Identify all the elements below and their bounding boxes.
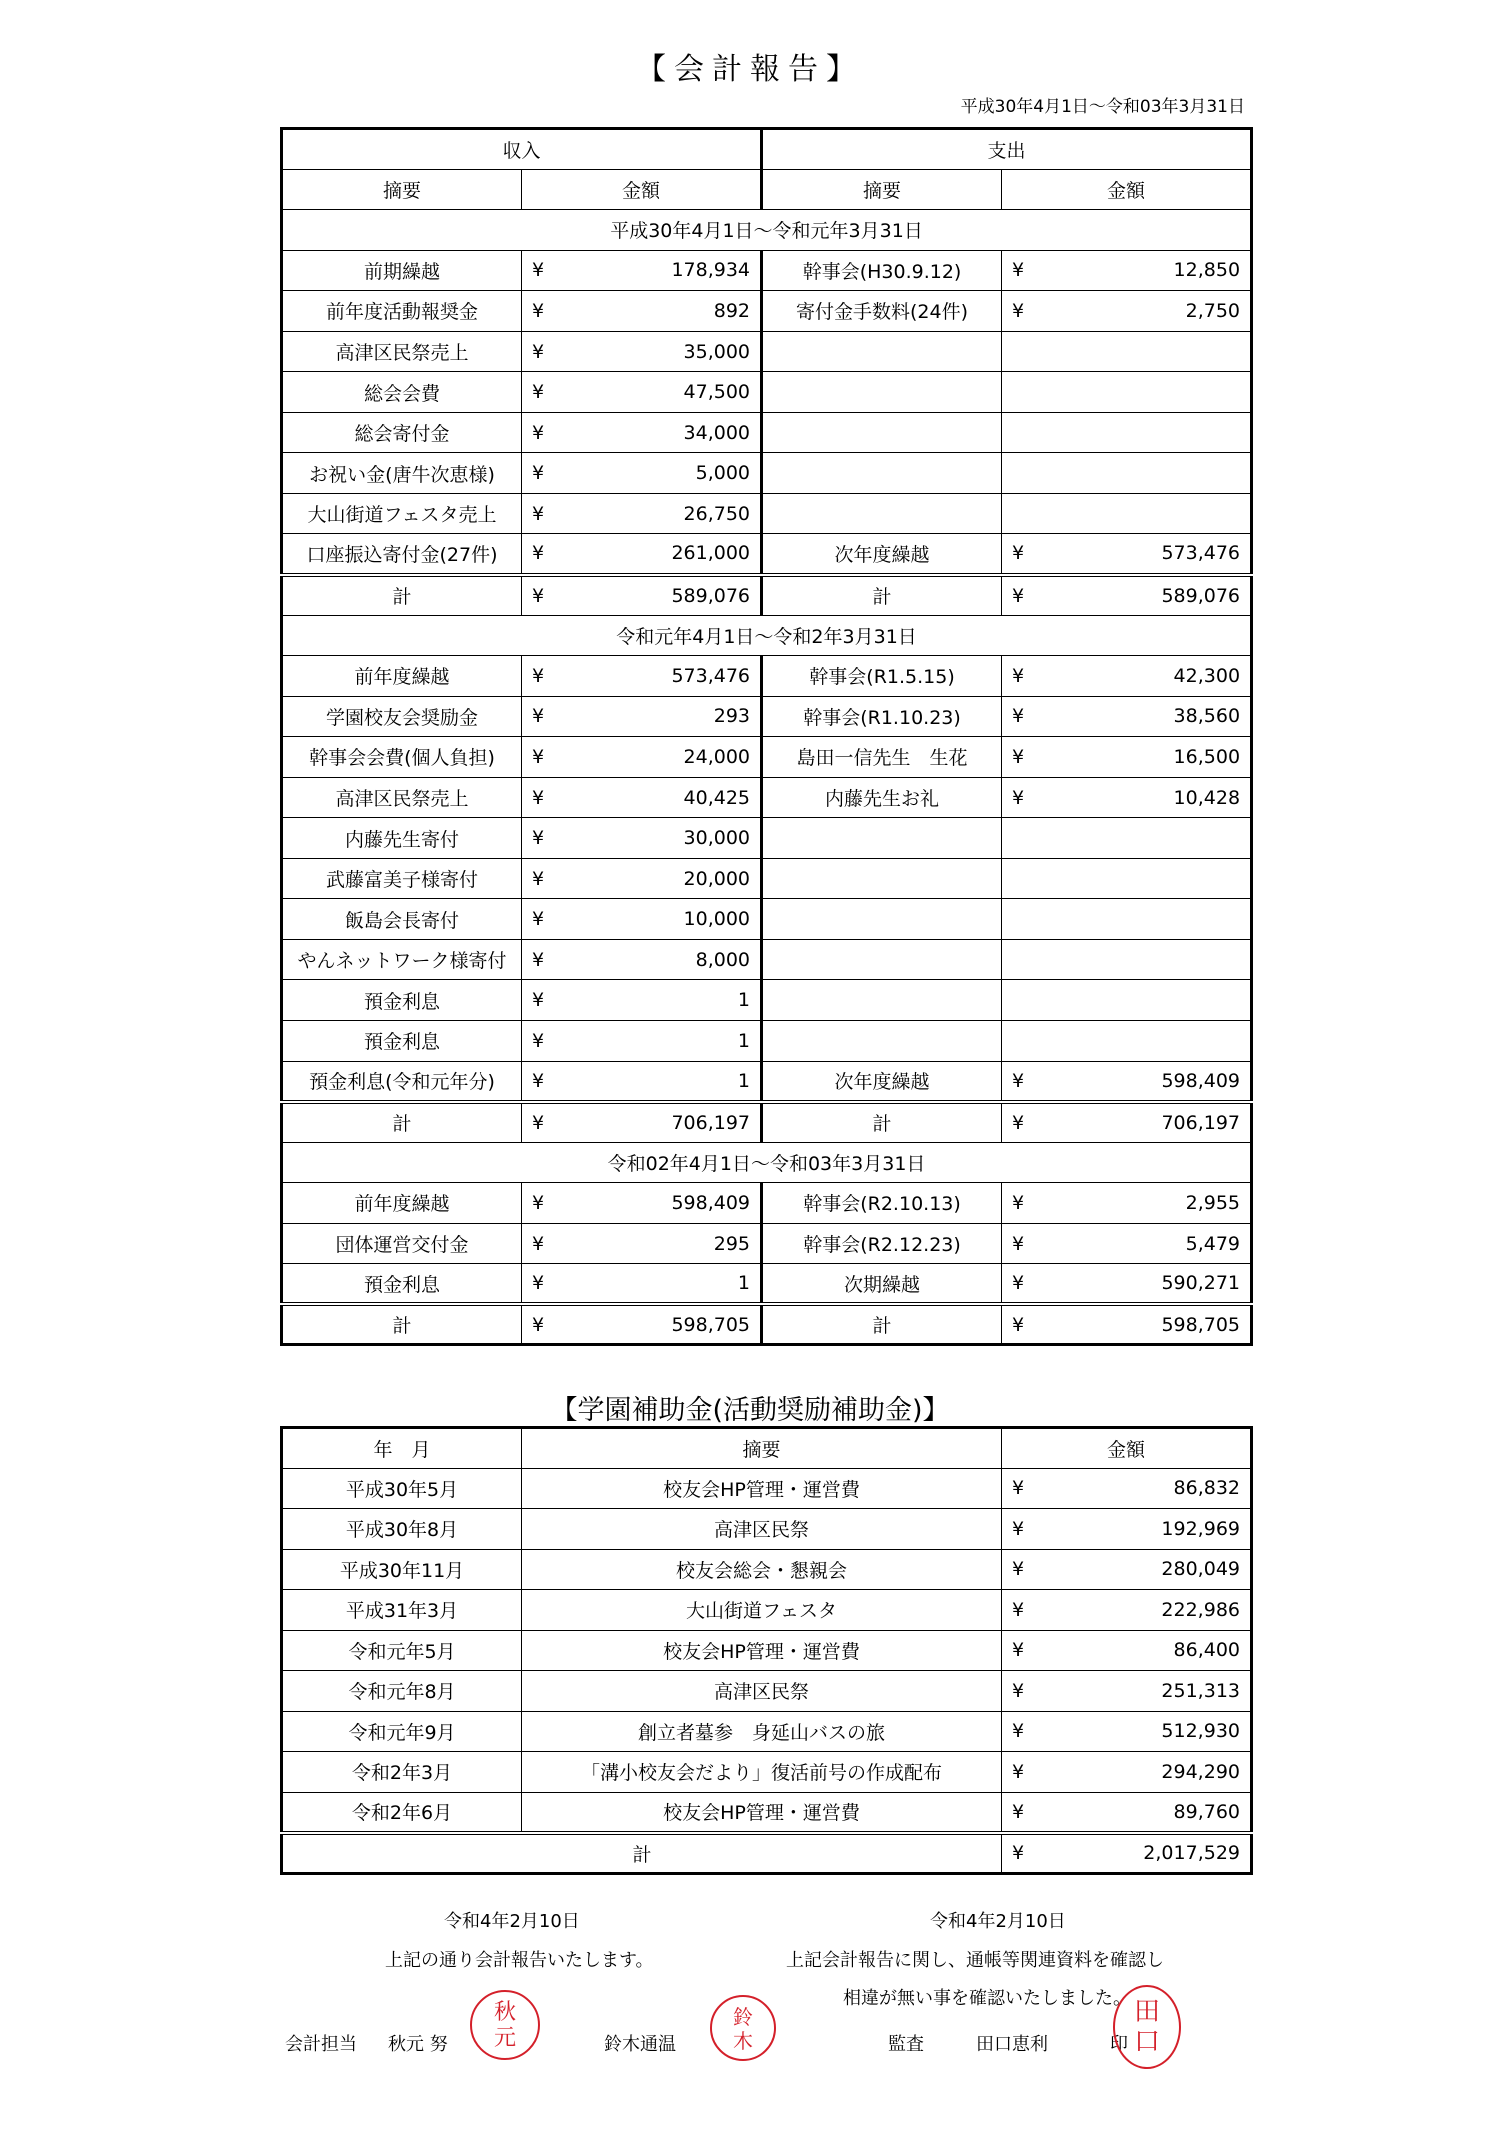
amount-value: 589,076 — [1161, 584, 1241, 607]
income-header: 収入 — [282, 129, 762, 170]
header-row — [282, 129, 1252, 170]
expense-label — [762, 818, 1002, 859]
grant-row — [282, 1752, 1252, 1793]
expense-amount — [1002, 818, 1252, 859]
expense-label: 幹事会(R1.10.23) — [762, 696, 1002, 737]
table-row — [282, 696, 1252, 737]
table-row — [282, 291, 1252, 332]
amount-value: 598,409 — [1161, 1069, 1241, 1092]
income-label: 飯島会長寄付 — [282, 899, 522, 940]
income-label: 口座振込寄付金(27件) — [282, 534, 522, 575]
income-total-amount — [522, 1304, 762, 1345]
table-row — [282, 737, 1252, 778]
yen-sign: ¥ — [1012, 1720, 1025, 1743]
grant-summary: 校友会総会・懇親会 — [522, 1549, 1002, 1590]
table-row — [282, 1264, 1252, 1305]
grant-amount — [1002, 1671, 1252, 1712]
amount-value: 86,832 — [1173, 1477, 1240, 1500]
amount-value: 86,400 — [1173, 1639, 1240, 1662]
grant-amount — [1002, 1509, 1252, 1550]
grant-row — [282, 1468, 1252, 1509]
expense-label — [762, 980, 1002, 1021]
expense-total-label: 計 — [762, 575, 1002, 616]
yen-sign: ¥ — [532, 827, 545, 850]
grant-amount — [1002, 1792, 1252, 1833]
expense-amount — [1002, 291, 1252, 332]
income-total-amount — [522, 575, 762, 616]
yen-sign: ¥ — [532, 584, 545, 607]
amount-value: 192,969 — [1161, 1517, 1240, 1540]
period-label: 令和02年4月1日～令和03年3月31日 — [282, 1142, 1252, 1183]
income-label: 内藤先生寄付 — [282, 818, 522, 859]
yen-sign: ¥ — [1012, 584, 1025, 607]
income-amount — [522, 291, 762, 332]
income-amount — [522, 1061, 762, 1102]
expense-amount — [1002, 1183, 1252, 1224]
grant-month: 令和元年5月 — [282, 1630, 522, 1671]
income-amount — [522, 1264, 762, 1305]
amount-value: 16,500 — [1173, 745, 1241, 768]
grant-amount — [1002, 1752, 1252, 1793]
table-row — [282, 1183, 1252, 1224]
grant-summary: 創立者墓参 身延山バスの旅 — [522, 1711, 1002, 1752]
suzuki-seal-stamp: 鈴 木 — [710, 1995, 776, 2061]
yen-sign: ¥ — [1012, 1679, 1025, 1702]
table-row — [282, 453, 1252, 494]
yen-sign: ¥ — [532, 705, 545, 728]
expense-total-label: 計 — [762, 1102, 1002, 1143]
income-label: 預金利息 — [282, 1021, 522, 1062]
income-total-label: 計 — [282, 575, 522, 616]
expense-total-amount — [1002, 1102, 1252, 1143]
amount-value: 10,000 — [683, 908, 751, 931]
expense-label — [762, 331, 1002, 372]
income-label: 武藤富美子様寄付 — [282, 858, 522, 899]
income-label: 前年度繰越 — [282, 1183, 522, 1224]
amount-value: 26,750 — [683, 502, 751, 525]
amount-value: 35,000 — [683, 340, 751, 363]
table-row — [282, 980, 1252, 1021]
grant-month: 令和元年8月 — [282, 1671, 522, 1712]
expense-amount — [1002, 493, 1252, 534]
table-row — [282, 1021, 1252, 1062]
yen-sign: ¥ — [1012, 1558, 1025, 1581]
income-label: 預金利息(令和元年分) — [282, 1061, 522, 1102]
income-label: 前年度活動報奨金 — [282, 291, 522, 332]
right-statement-line2: 相違が無い事を確認いたしました。 — [843, 1988, 1131, 2009]
expense-amount — [1002, 1264, 1252, 1305]
expense-label: 幹事会(H30.9.12) — [762, 250, 1002, 291]
period-label: 令和元年4月1日～令和2年3月31日 — [282, 615, 1252, 656]
grant-month: 平成31年3月 — [282, 1590, 522, 1631]
expense-amount — [1002, 453, 1252, 494]
expense-amount-header: 金額 — [1002, 169, 1252, 210]
grant-amount — [1002, 1549, 1252, 1590]
expense-amount — [1002, 777, 1252, 818]
income-amount-header: 金額 — [522, 169, 762, 210]
amount-value: 892 — [713, 299, 751, 322]
grant-row — [282, 1549, 1252, 1590]
yen-sign: ¥ — [532, 1111, 545, 1134]
expense-label — [762, 939, 1002, 980]
expense-amount — [1002, 250, 1252, 291]
grant-month: 平成30年8月 — [282, 1509, 522, 1550]
second-signer-name: 鈴木通温 — [604, 2034, 676, 2055]
income-amount — [522, 777, 762, 818]
income-amount — [522, 899, 762, 940]
grant-row — [282, 1711, 1252, 1752]
amount-value: 2,017,529 — [1143, 1842, 1240, 1864]
yen-sign: ¥ — [1012, 1760, 1025, 1783]
yen-sign: ¥ — [532, 1232, 545, 1255]
income-label: 前年度繰越 — [282, 656, 522, 697]
grant-summary: 校友会HP管理・運営費 — [522, 1630, 1002, 1671]
table-row — [282, 656, 1252, 697]
yen-sign: ¥ — [532, 989, 545, 1012]
amount-value: 24,000 — [683, 745, 751, 768]
expense-label: 島田一信先生 生花 — [762, 737, 1002, 778]
amount-value: 222,986 — [1161, 1598, 1240, 1621]
expense-amount — [1002, 858, 1252, 899]
akimoto-seal-stamp: 秋 元 — [470, 1990, 540, 2060]
table-row — [282, 372, 1252, 413]
expense-amount — [1002, 737, 1252, 778]
amount-value: 12,850 — [1173, 259, 1241, 282]
expense-label: 次期繰越 — [762, 1264, 1002, 1305]
amount-value: 573,476 — [1161, 542, 1241, 565]
period-row — [282, 210, 1252, 251]
yen-sign: ¥ — [1012, 664, 1025, 687]
yen-sign: ¥ — [532, 421, 545, 444]
expense-total-amount — [1002, 575, 1252, 616]
income-total-label: 計 — [282, 1304, 522, 1345]
expense-amount — [1002, 412, 1252, 453]
grant-summary-header: 摘要 — [522, 1428, 1002, 1469]
expense-amount — [1002, 1061, 1252, 1102]
yen-sign: ¥ — [1012, 1191, 1025, 1214]
table-row — [282, 939, 1252, 980]
accountant-label: 会計担当 — [285, 2034, 357, 2055]
amount-value: 251,313 — [1161, 1679, 1240, 1702]
yen-sign: ¥ — [1012, 1313, 1025, 1336]
yen-sign: ¥ — [1012, 1639, 1025, 1662]
amount-value: 178,934 — [671, 259, 751, 282]
income-amount — [522, 331, 762, 372]
grant-summary: 「溝小校友会だより」復活前号の作成配布 — [522, 1752, 1002, 1793]
table-row — [282, 331, 1252, 372]
yen-sign: ¥ — [1012, 745, 1025, 768]
yen-sign: ¥ — [532, 1069, 545, 1092]
income-label: 総会寄付金 — [282, 412, 522, 453]
yen-sign: ¥ — [1012, 259, 1025, 282]
grant-month-header: 年 月 — [282, 1428, 522, 1469]
expense-amount — [1002, 899, 1252, 940]
expense-label: 幹事会(R1.5.15) — [762, 656, 1002, 697]
table-row — [282, 818, 1252, 859]
income-amount — [522, 980, 762, 1021]
expense-total-label: 計 — [762, 1304, 1002, 1345]
amount-value: 261,000 — [671, 542, 751, 565]
amount-value: 20,000 — [683, 867, 751, 890]
accounting-table — [280, 127, 1253, 1346]
expense-label — [762, 899, 1002, 940]
grant-amount — [1002, 1711, 1252, 1752]
grant-total-label: 計 — [282, 1833, 1002, 1874]
grant-summary: 校友会HP管理・運営費 — [522, 1792, 1002, 1833]
income-label: 高津区民祭売上 — [282, 331, 522, 372]
yen-sign: ¥ — [1012, 1272, 1025, 1295]
amount-value: 47,500 — [683, 381, 751, 404]
yen-sign: ¥ — [532, 381, 545, 404]
amount-value: 590,271 — [1161, 1272, 1241, 1295]
income-amount — [522, 858, 762, 899]
amount-value: 10,428 — [1173, 786, 1241, 809]
expense-total-amount — [1002, 1304, 1252, 1345]
table-row — [282, 899, 1252, 940]
yen-sign: ¥ — [1012, 1842, 1025, 1864]
grant-summary: 大山街道フェスタ — [522, 1590, 1002, 1631]
amount-value: 42,300 — [1173, 664, 1241, 687]
taguchi-seal-stamp: 田 口 — [1113, 1985, 1181, 2069]
yen-sign: ¥ — [532, 664, 545, 687]
income-amount — [522, 737, 762, 778]
income-amount — [522, 453, 762, 494]
expense-amount — [1002, 534, 1252, 575]
report-period: 平成30年4月1日～令和03年3月31日 — [960, 97, 1245, 117]
yen-sign: ¥ — [1012, 1069, 1025, 1092]
period-row — [282, 615, 1252, 656]
expense-amount — [1002, 939, 1252, 980]
expense-amount — [1002, 696, 1252, 737]
yen-sign: ¥ — [1012, 1477, 1025, 1500]
amount-value: 1 — [737, 1272, 751, 1295]
amount-value: 280,049 — [1161, 1558, 1240, 1581]
amount-value: 38,560 — [1173, 705, 1241, 728]
grant-amount — [1002, 1630, 1252, 1671]
grant-amount-header: 金額 — [1002, 1428, 1252, 1469]
yen-sign: ¥ — [1012, 1598, 1025, 1621]
grant-summary: 高津区民祭 — [522, 1671, 1002, 1712]
right-date: 令和4年2月10日 — [930, 1911, 1066, 1932]
income-label: やんネットワーク様寄付 — [282, 939, 522, 980]
amount-value: 30,000 — [683, 827, 751, 850]
yen-sign: ¥ — [532, 948, 545, 971]
grant-table — [280, 1426, 1253, 1875]
amount-value: 5,479 — [1185, 1232, 1241, 1255]
amount-value: 1 — [737, 1029, 751, 1052]
amount-value: 40,425 — [683, 786, 751, 809]
amount-value: 512,930 — [1161, 1720, 1240, 1743]
amount-value: 295 — [713, 1232, 751, 1255]
table-row — [282, 777, 1252, 818]
income-label: お祝い金(唐牛次恵様) — [282, 453, 522, 494]
table-row — [282, 412, 1252, 453]
income-total-amount — [522, 1102, 762, 1143]
income-label: 高津区民祭売上 — [282, 777, 522, 818]
amount-value: 294,290 — [1161, 1760, 1240, 1783]
income-label: 学園校友会奨励金 — [282, 696, 522, 737]
table-row — [282, 250, 1252, 291]
amount-value: 89,760 — [1173, 1800, 1240, 1823]
income-amount — [522, 1223, 762, 1264]
expense-label: 内藤先生お礼 — [762, 777, 1002, 818]
amount-value: 1 — [737, 1069, 751, 1092]
grant-month: 令和元年9月 — [282, 1711, 522, 1752]
amount-value: 5,000 — [695, 462, 751, 485]
grant-total-amount — [1002, 1833, 1252, 1874]
grant-amount — [1002, 1468, 1252, 1509]
amount-value: 34,000 — [683, 421, 751, 444]
expense-amount — [1002, 331, 1252, 372]
income-label: 団体運営交付金 — [282, 1223, 522, 1264]
grant-title: 【学園補助金(活動奨励補助金)】 — [550, 1395, 950, 1426]
income-amount — [522, 493, 762, 534]
expense-label: 幹事会(R2.12.23) — [762, 1223, 1002, 1264]
yen-sign: ¥ — [532, 908, 545, 931]
yen-sign: ¥ — [532, 299, 545, 322]
expense-amount — [1002, 1223, 1252, 1264]
amount-value: 8,000 — [695, 948, 751, 971]
yen-sign: ¥ — [532, 1272, 545, 1295]
yen-sign: ¥ — [532, 786, 545, 809]
table-row — [282, 493, 1252, 534]
income-label: 大山街道フェスタ売上 — [282, 493, 522, 534]
grant-month: 令和2年6月 — [282, 1792, 522, 1833]
yen-sign: ¥ — [532, 259, 545, 282]
expense-amount — [1002, 980, 1252, 1021]
expense-label — [762, 858, 1002, 899]
grant-row — [282, 1671, 1252, 1712]
income-total-label: 計 — [282, 1102, 522, 1143]
period-row — [282, 1142, 1252, 1183]
grant-month: 令和2年3月 — [282, 1752, 522, 1793]
table-row — [282, 1061, 1252, 1102]
auditor-name: 田口恵利 — [976, 2034, 1048, 2055]
column-header-row — [282, 169, 1252, 210]
income-label: 総会会費 — [282, 372, 522, 413]
income-label: 幹事会会費(個人負担) — [282, 737, 522, 778]
yen-sign: ¥ — [532, 1191, 545, 1214]
grant-header-row — [282, 1428, 1252, 1469]
yen-sign: ¥ — [532, 1313, 545, 1336]
income-label: 預金利息 — [282, 1264, 522, 1305]
expense-label: 次年度繰越 — [762, 1061, 1002, 1102]
income-amount — [522, 1183, 762, 1224]
left-date: 令和4年2月10日 — [444, 1911, 580, 1932]
amount-value: 598,705 — [1161, 1313, 1241, 1336]
amount-value: 2,955 — [1185, 1191, 1241, 1214]
grant-row — [282, 1630, 1252, 1671]
expense-label: 次年度繰越 — [762, 534, 1002, 575]
expense-amount — [1002, 372, 1252, 413]
grant-row — [282, 1509, 1252, 1550]
yen-sign: ¥ — [1012, 1800, 1025, 1823]
yen-sign: ¥ — [532, 867, 545, 890]
income-amount — [522, 250, 762, 291]
income-summary-header: 摘要 — [282, 169, 522, 210]
table-row — [282, 858, 1252, 899]
expense-amount — [1002, 1021, 1252, 1062]
amount-value: 573,476 — [671, 664, 751, 687]
yen-sign: ¥ — [1012, 1517, 1025, 1540]
expense-header: 支出 — [762, 129, 1252, 170]
yen-sign: ¥ — [1012, 786, 1025, 809]
table-row — [282, 534, 1252, 575]
amount-value: 293 — [713, 705, 751, 728]
yen-sign: ¥ — [532, 340, 545, 363]
yen-sign: ¥ — [1012, 1232, 1025, 1255]
yen-sign: ¥ — [532, 542, 545, 565]
amount-value: 598,409 — [671, 1191, 751, 1214]
yen-sign: ¥ — [532, 745, 545, 768]
period-label: 平成30年4月1日～令和元年3月31日 — [282, 210, 1252, 251]
yen-sign: ¥ — [1012, 299, 1025, 322]
left-statement: 上記の通り会計報告いたします。 — [385, 1950, 654, 1971]
expense-label — [762, 372, 1002, 413]
yen-sign: ¥ — [1012, 705, 1025, 728]
income-label: 前期繰越 — [282, 250, 522, 291]
table-row — [282, 1223, 1252, 1264]
income-amount — [522, 939, 762, 980]
grant-summary: 高津区民祭 — [522, 1509, 1002, 1550]
income-label: 預金利息 — [282, 980, 522, 1021]
expense-label — [762, 453, 1002, 494]
expense-amount — [1002, 656, 1252, 697]
expense-label: 寄付金手数料(24件) — [762, 291, 1002, 332]
accountant-name: 秋元 努 — [388, 2034, 448, 2055]
right-statement-line1: 上記会計報告に関し、通帳等関連資料を確認し — [786, 1950, 1164, 1971]
seal-mark: 印 — [1110, 2034, 1128, 2055]
expense-label — [762, 1021, 1002, 1062]
yen-sign: ¥ — [1012, 1111, 1025, 1134]
amount-value: 706,197 — [671, 1111, 751, 1134]
yen-sign: ¥ — [532, 462, 545, 485]
total-row — [282, 575, 1252, 616]
amount-value: 598,705 — [671, 1313, 751, 1336]
total-row — [282, 1102, 1252, 1143]
report-title: 【会計報告】 — [636, 52, 864, 87]
grant-summary: 校友会HP管理・運営費 — [522, 1468, 1002, 1509]
grant-row — [282, 1792, 1252, 1833]
grant-amount — [1002, 1590, 1252, 1631]
total-row — [282, 1304, 1252, 1345]
amount-value: 706,197 — [1161, 1111, 1241, 1134]
income-amount — [522, 372, 762, 413]
yen-sign: ¥ — [532, 502, 545, 525]
amount-value: 589,076 — [671, 584, 751, 607]
amount-value: 2,750 — [1185, 299, 1241, 322]
expense-label — [762, 412, 1002, 453]
expense-label — [762, 493, 1002, 534]
grant-month: 平成30年11月 — [282, 1549, 522, 1590]
income-amount — [522, 534, 762, 575]
income-amount — [522, 696, 762, 737]
expense-label: 幹事会(R2.10.13) — [762, 1183, 1002, 1224]
yen-sign: ¥ — [532, 1029, 545, 1052]
grant-total-row — [282, 1833, 1252, 1874]
income-amount — [522, 656, 762, 697]
income-amount — [522, 818, 762, 859]
income-amount — [522, 1021, 762, 1062]
yen-sign: ¥ — [1012, 542, 1025, 565]
income-amount — [522, 412, 762, 453]
grant-month: 平成30年5月 — [282, 1468, 522, 1509]
amount-value: 1 — [737, 989, 751, 1012]
auditor-label: 監査 — [888, 2034, 924, 2055]
expense-summary-header: 摘要 — [762, 169, 1002, 210]
grant-row — [282, 1590, 1252, 1631]
